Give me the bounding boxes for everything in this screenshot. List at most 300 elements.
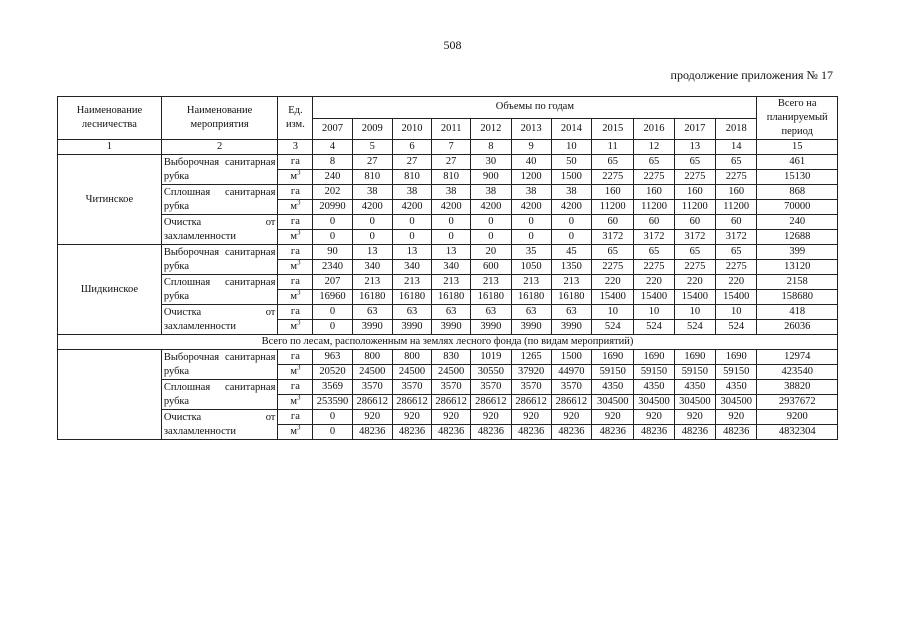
- value-cell: 3990: [352, 320, 392, 335]
- value-cell: 213: [392, 275, 431, 290]
- value-cell: 65: [716, 245, 757, 260]
- table-row: [58, 185, 838, 200]
- value-cell: 0: [313, 320, 352, 335]
- header-activity: Наименование мероприятия: [161, 97, 278, 140]
- value-cell: 10: [634, 305, 674, 320]
- value-cell: 0: [313, 215, 352, 230]
- value-cell: 920: [352, 410, 392, 425]
- unit-cell: га: [278, 275, 313, 290]
- value-cell: 65: [674, 245, 715, 260]
- value-cell: 48236: [716, 425, 757, 440]
- unit-superscript: 3: [296, 229, 301, 237]
- value-cell: 2275: [634, 170, 674, 185]
- value-cell: 60: [592, 215, 634, 230]
- value-cell: 3569: [313, 380, 352, 395]
- value-cell: 524: [674, 320, 715, 335]
- value-cell: 24500: [432, 365, 471, 380]
- unit-cell: га: [278, 245, 313, 260]
- value-cell: 304500: [716, 395, 757, 410]
- value-cell: 48236: [471, 425, 511, 440]
- value-cell: 4350: [592, 380, 634, 395]
- value-cell: 3990: [511, 320, 551, 335]
- value-cell: 4200: [432, 200, 471, 215]
- value-cell: 2275: [634, 260, 674, 275]
- value-cell: 8: [313, 155, 352, 170]
- value-cell: 38: [551, 185, 591, 200]
- value-cell: 3570: [511, 380, 551, 395]
- value-cell: 920: [432, 410, 471, 425]
- value-cell: 60: [674, 215, 715, 230]
- unit-cell: га: [278, 305, 313, 320]
- value-cell: 37920: [511, 365, 551, 380]
- value-cell: 810: [392, 170, 431, 185]
- unit-superscript: 3: [296, 364, 301, 372]
- value-cell: 2340: [313, 260, 352, 275]
- value-cell: 3990: [551, 320, 591, 335]
- value-cell: 59150: [716, 365, 757, 380]
- value-cell: 40: [511, 155, 551, 170]
- column-number: 12: [634, 140, 674, 155]
- unit-label: м: [290, 171, 297, 182]
- value-cell: 340: [352, 260, 392, 275]
- value-cell: 48236: [551, 425, 591, 440]
- value-cell: 920: [716, 410, 757, 425]
- value-cell: 48236: [511, 425, 551, 440]
- value-cell: 48236: [674, 425, 715, 440]
- value-cell: 3172: [592, 230, 634, 245]
- value-cell: 963: [313, 350, 352, 365]
- value-cell: 920: [551, 410, 591, 425]
- value-cell: 11200: [716, 200, 757, 215]
- value-cell: 59150: [634, 365, 674, 380]
- value-cell: 3570: [352, 380, 392, 395]
- value-cell: 0: [313, 425, 352, 440]
- volumes-table: [57, 96, 838, 440]
- value-cell: 253590: [313, 395, 352, 410]
- forestry-name: Шидкинское: [58, 245, 162, 335]
- unit-cell: [278, 395, 313, 410]
- unit-label: м: [290, 201, 297, 212]
- value-cell: 0: [511, 230, 551, 245]
- value-cell: 11200: [592, 200, 634, 215]
- activity-name: Сплошная санитарная рубка: [161, 380, 278, 410]
- unit-cell: [278, 290, 313, 305]
- value-cell: 1690: [634, 350, 674, 365]
- value-cell: 63: [511, 305, 551, 320]
- value-cell: 0: [352, 230, 392, 245]
- value-cell: 13: [392, 245, 431, 260]
- page-number: 508: [443, 38, 462, 52]
- unit-cell: га: [278, 380, 313, 395]
- value-cell: 63: [352, 305, 392, 320]
- value-cell: 48236: [392, 425, 431, 440]
- header-total: Всего на планируемый период: [757, 97, 838, 140]
- total-title-row: [58, 335, 838, 350]
- value-cell: 27: [432, 155, 471, 170]
- value-cell: 4200: [511, 200, 551, 215]
- unit-cell: [278, 230, 313, 245]
- total-cell: 418: [757, 305, 838, 320]
- value-cell: 160: [634, 185, 674, 200]
- value-cell: 35: [511, 245, 551, 260]
- unit-cell: [278, 260, 313, 275]
- column-number: 9: [511, 140, 551, 155]
- value-cell: 0: [392, 215, 431, 230]
- unit-superscript: 3: [296, 319, 301, 327]
- value-cell: 4350: [716, 380, 757, 395]
- value-cell: 0: [432, 230, 471, 245]
- value-cell: 160: [592, 185, 634, 200]
- value-cell: 4200: [392, 200, 431, 215]
- value-cell: 800: [392, 350, 431, 365]
- value-cell: 15400: [592, 290, 634, 305]
- year-header: 2010: [392, 118, 431, 140]
- value-cell: 15400: [634, 290, 674, 305]
- unit-label: м: [290, 231, 297, 242]
- header-unit: Ед. изм.: [278, 97, 313, 140]
- value-cell: 13: [432, 245, 471, 260]
- value-cell: 800: [352, 350, 392, 365]
- unit-label: м: [290, 366, 297, 377]
- value-cell: 213: [551, 275, 591, 290]
- unit-superscript: 3: [296, 169, 301, 177]
- value-cell: 2275: [674, 170, 715, 185]
- value-cell: 207: [313, 275, 352, 290]
- year-header: 2009: [352, 118, 392, 140]
- value-cell: 4200: [352, 200, 392, 215]
- value-cell: 286612: [432, 395, 471, 410]
- value-cell: 27: [352, 155, 392, 170]
- value-cell: 920: [674, 410, 715, 425]
- value-cell: 20520: [313, 365, 352, 380]
- unit-superscript: 3: [296, 424, 301, 432]
- table-row: [58, 215, 838, 230]
- value-cell: 524: [716, 320, 757, 335]
- value-cell: 16180: [432, 290, 471, 305]
- value-cell: 920: [634, 410, 674, 425]
- unit-cell: [278, 170, 313, 185]
- total-cell: 158680: [757, 290, 838, 305]
- value-cell: 830: [432, 350, 471, 365]
- value-cell: 920: [471, 410, 511, 425]
- value-cell: 0: [551, 230, 591, 245]
- value-cell: 2275: [716, 170, 757, 185]
- value-cell: 38: [432, 185, 471, 200]
- value-cell: 1500: [551, 350, 591, 365]
- value-cell: 1050: [511, 260, 551, 275]
- column-number: 10: [551, 140, 591, 155]
- value-cell: 304500: [674, 395, 715, 410]
- value-cell: 11200: [674, 200, 715, 215]
- table-row: [58, 350, 838, 365]
- value-cell: 0: [313, 230, 352, 245]
- value-cell: 213: [471, 275, 511, 290]
- unit-label: м: [290, 396, 297, 407]
- value-cell: 900: [471, 170, 511, 185]
- year-header: 2007: [313, 118, 352, 140]
- value-cell: 60: [716, 215, 757, 230]
- unit-label: м: [290, 291, 297, 302]
- value-cell: 10: [716, 305, 757, 320]
- unit-cell: га: [278, 185, 313, 200]
- value-cell: 4200: [551, 200, 591, 215]
- value-cell: 90: [313, 245, 352, 260]
- value-cell: 0: [313, 305, 352, 320]
- value-cell: 16960: [313, 290, 352, 305]
- value-cell: 286612: [471, 395, 511, 410]
- unit-label: м: [290, 426, 297, 437]
- value-cell: 1690: [716, 350, 757, 365]
- value-cell: 2275: [592, 260, 634, 275]
- total-cell: 240: [757, 215, 838, 230]
- value-cell: 202: [313, 185, 352, 200]
- unit-cell: [278, 320, 313, 335]
- value-cell: 16180: [511, 290, 551, 305]
- forestry-name: [58, 350, 162, 440]
- value-cell: 524: [592, 320, 634, 335]
- year-header: 2013: [511, 118, 551, 140]
- value-cell: 304500: [634, 395, 674, 410]
- year-header: 2014: [551, 118, 591, 140]
- value-cell: 920: [592, 410, 634, 425]
- value-cell: 0: [551, 215, 591, 230]
- value-cell: 38: [352, 185, 392, 200]
- year-header: 2016: [634, 118, 674, 140]
- value-cell: 38: [471, 185, 511, 200]
- value-cell: 59150: [592, 365, 634, 380]
- value-cell: 3990: [471, 320, 511, 335]
- unit-cell: га: [278, 410, 313, 425]
- value-cell: 13: [352, 245, 392, 260]
- column-number: 6: [392, 140, 431, 155]
- value-cell: 286612: [392, 395, 431, 410]
- value-cell: 220: [674, 275, 715, 290]
- unit-superscript: 3: [296, 394, 301, 402]
- value-cell: 65: [716, 155, 757, 170]
- activity-name: Выборочная санитарная рубка: [161, 245, 278, 275]
- value-cell: 27: [392, 155, 431, 170]
- unit-cell: [278, 365, 313, 380]
- year-header: 2015: [592, 118, 634, 140]
- total-cell: 399: [757, 245, 838, 260]
- value-cell: 48236: [432, 425, 471, 440]
- value-cell: 3172: [634, 230, 674, 245]
- column-number: 2: [161, 140, 278, 155]
- value-cell: 1690: [674, 350, 715, 365]
- value-cell: 65: [674, 155, 715, 170]
- value-cell: 4200: [471, 200, 511, 215]
- column-number: 3: [278, 140, 313, 155]
- value-cell: 240: [313, 170, 352, 185]
- column-number: 11: [592, 140, 634, 155]
- total-cell: 38820: [757, 380, 838, 395]
- total-cell: 461: [757, 155, 838, 170]
- value-cell: 0: [313, 410, 352, 425]
- value-cell: 213: [352, 275, 392, 290]
- value-cell: 16180: [392, 290, 431, 305]
- value-cell: 38: [392, 185, 431, 200]
- unit-superscript: 3: [296, 199, 301, 207]
- value-cell: 0: [471, 230, 511, 245]
- value-cell: 1500: [551, 170, 591, 185]
- header-forestry: Наименование лесничества: [58, 97, 162, 140]
- table-row: [58, 410, 838, 425]
- value-cell: 48236: [634, 425, 674, 440]
- value-cell: 16180: [471, 290, 511, 305]
- column-number: 4: [313, 140, 352, 155]
- value-cell: 63: [471, 305, 511, 320]
- value-cell: 0: [432, 215, 471, 230]
- value-cell: 20: [471, 245, 511, 260]
- appendix-subtitle: продолжение приложения № 17: [670, 68, 833, 82]
- value-cell: 213: [511, 275, 551, 290]
- value-cell: 45: [551, 245, 591, 260]
- year-header: 2017: [674, 118, 715, 140]
- unit-label: м: [290, 261, 297, 272]
- value-cell: 65: [634, 155, 674, 170]
- value-cell: 3172: [716, 230, 757, 245]
- value-cell: 38: [511, 185, 551, 200]
- value-cell: 286612: [551, 395, 591, 410]
- unit-label: м: [290, 321, 297, 332]
- value-cell: 1200: [511, 170, 551, 185]
- value-cell: 1019: [471, 350, 511, 365]
- value-cell: 15400: [716, 290, 757, 305]
- value-cell: 4350: [634, 380, 674, 395]
- value-cell: 1265: [511, 350, 551, 365]
- value-cell: 50: [551, 155, 591, 170]
- table-row: [58, 275, 838, 290]
- activity-name: Очистка от захламленности: [161, 410, 278, 440]
- total-cell: 868: [757, 185, 838, 200]
- value-cell: 20990: [313, 200, 352, 215]
- value-cell: 600: [471, 260, 511, 275]
- year-header: 2012: [471, 118, 511, 140]
- total-cell: 12974: [757, 350, 838, 365]
- value-cell: 2275: [674, 260, 715, 275]
- total-cell: 2158: [757, 275, 838, 290]
- value-cell: 0: [352, 215, 392, 230]
- activity-name: Очистка от захламленности: [161, 215, 278, 245]
- value-cell: 2275: [592, 170, 634, 185]
- activity-name: Сплошная санитарная рубка: [161, 275, 278, 305]
- value-cell: 30550: [471, 365, 511, 380]
- value-cell: 10: [674, 305, 715, 320]
- value-cell: 220: [592, 275, 634, 290]
- activity-name: Очистка от захламленности: [161, 305, 278, 335]
- value-cell: 220: [716, 275, 757, 290]
- table-row: [58, 305, 838, 320]
- table-row: [58, 155, 838, 170]
- value-cell: 220: [634, 275, 674, 290]
- value-cell: 30: [471, 155, 511, 170]
- value-cell: 286612: [352, 395, 392, 410]
- total-cell: 26036: [757, 320, 838, 335]
- unit-cell: [278, 200, 313, 215]
- header-volumes: Объемы по годам: [313, 97, 757, 119]
- table-row: [58, 245, 838, 260]
- value-cell: 24500: [392, 365, 431, 380]
- total-cell: 2937672: [757, 395, 838, 410]
- value-cell: 3570: [471, 380, 511, 395]
- value-cell: 16180: [551, 290, 591, 305]
- value-cell: 48236: [352, 425, 392, 440]
- total-title: Всего по лесам, расположенным на землях лесного фонда (по видам мероприятий): [58, 335, 838, 350]
- total-cell: 423540: [757, 365, 838, 380]
- value-cell: 44970: [551, 365, 591, 380]
- value-cell: 11200: [634, 200, 674, 215]
- column-number: 14: [716, 140, 757, 155]
- value-cell: 2275: [716, 260, 757, 275]
- value-cell: 63: [551, 305, 591, 320]
- value-cell: 65: [592, 245, 634, 260]
- value-cell: 340: [392, 260, 431, 275]
- activity-name: Сплошная санитарная рубка: [161, 185, 278, 215]
- value-cell: 16180: [352, 290, 392, 305]
- value-cell: 0: [471, 215, 511, 230]
- value-cell: 63: [432, 305, 471, 320]
- forestry-name: Читинское: [58, 155, 162, 245]
- value-cell: 3570: [392, 380, 431, 395]
- value-cell: 10: [592, 305, 634, 320]
- value-cell: 3990: [432, 320, 471, 335]
- value-cell: 4350: [674, 380, 715, 395]
- value-cell: 920: [392, 410, 431, 425]
- unit-cell: га: [278, 350, 313, 365]
- year-header: 2018: [716, 118, 757, 140]
- value-cell: 160: [716, 185, 757, 200]
- value-cell: 524: [634, 320, 674, 335]
- activity-name: Выборочная санитарная рубка: [161, 350, 278, 380]
- value-cell: 15400: [674, 290, 715, 305]
- total-cell: 15130: [757, 170, 838, 185]
- column-number: 1: [58, 140, 162, 155]
- column-number: 13: [674, 140, 715, 155]
- column-number: 5: [352, 140, 392, 155]
- unit-cell: [278, 425, 313, 440]
- unit-cell: га: [278, 215, 313, 230]
- value-cell: 63: [392, 305, 431, 320]
- value-cell: 304500: [592, 395, 634, 410]
- value-cell: 24500: [352, 365, 392, 380]
- year-header: 2011: [432, 118, 471, 140]
- unit-superscript: 3: [296, 289, 301, 297]
- value-cell: 810: [432, 170, 471, 185]
- total-cell: 12688: [757, 230, 838, 245]
- value-cell: 3990: [392, 320, 431, 335]
- value-cell: 160: [674, 185, 715, 200]
- value-cell: 810: [352, 170, 392, 185]
- value-cell: 3570: [551, 380, 591, 395]
- value-cell: 1690: [592, 350, 634, 365]
- value-cell: 60: [634, 215, 674, 230]
- total-cell: 9200: [757, 410, 838, 425]
- value-cell: 0: [511, 215, 551, 230]
- value-cell: 59150: [674, 365, 715, 380]
- column-number: 8: [471, 140, 511, 155]
- total-cell: 70000: [757, 200, 838, 215]
- value-cell: 3570: [432, 380, 471, 395]
- unit-cell: га: [278, 155, 313, 170]
- value-cell: 920: [511, 410, 551, 425]
- value-cell: 286612: [511, 395, 551, 410]
- activity-name: Выборочная санитарная рубка: [161, 155, 278, 185]
- total-cell: 4832304: [757, 425, 838, 440]
- column-number: 15: [757, 140, 838, 155]
- value-cell: 0: [392, 230, 431, 245]
- total-cell: 13120: [757, 260, 838, 275]
- value-cell: 1350: [551, 260, 591, 275]
